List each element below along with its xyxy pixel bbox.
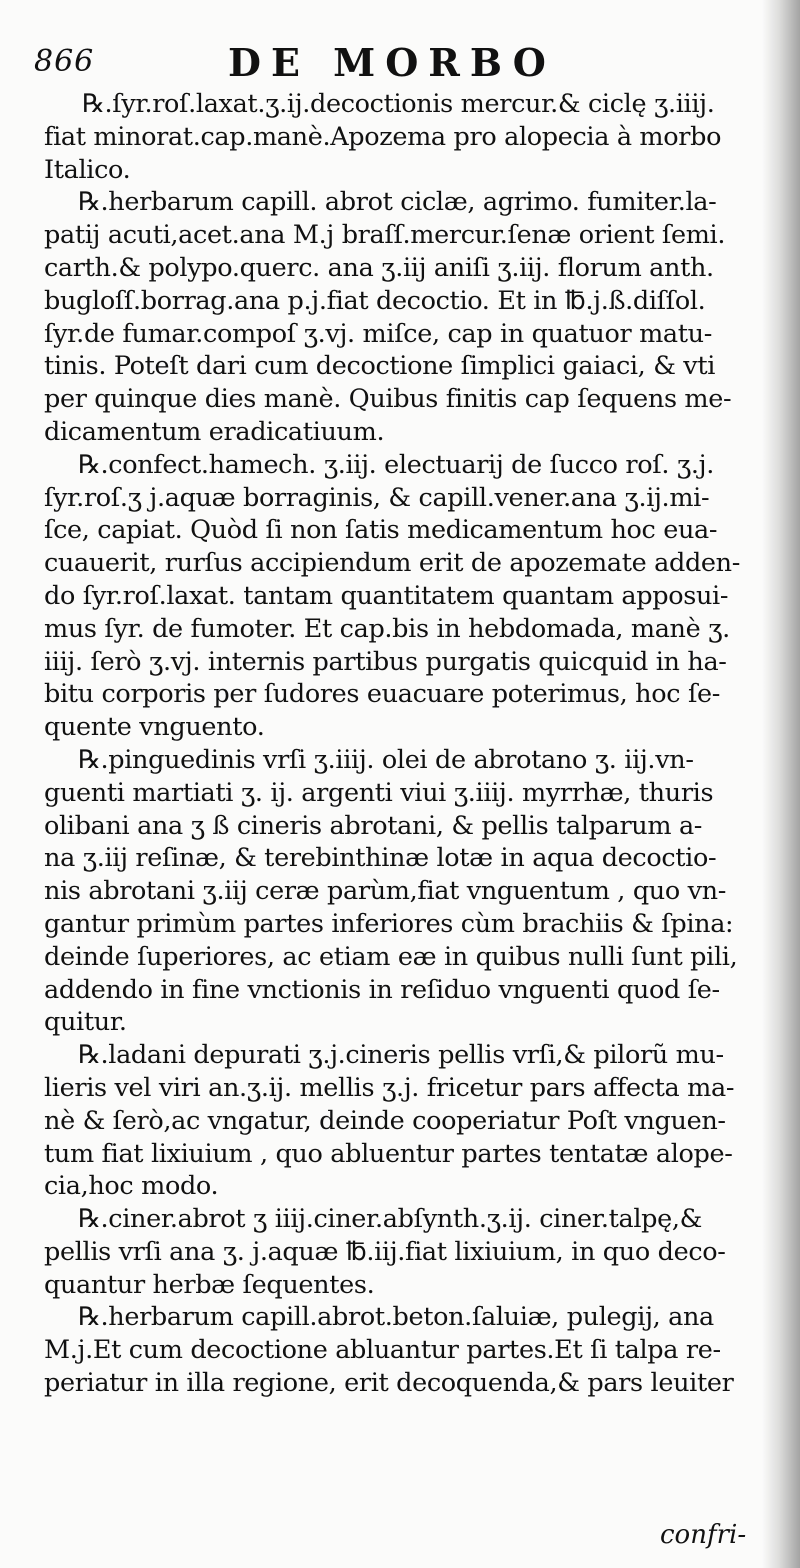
running-head: DE MORBO [228,40,556,85]
text-line: ſyr.de fumar.compoſ ʒ.vj. miſce, cap in quatuor matu- [44,318,712,349]
text-line: lieris vel viri an.ʒ.ij. mellis ʒ.j. fricetur pars affecta ma- [44,1072,735,1103]
text-line: ſce, capiat. Quòd ſi non ſatis medicamentum hoc eua- [44,515,718,546]
text-line: ℞.herbarum capill. abrot ciclæ, agrimo. fumiter.la- [78,187,717,218]
text-line: carth.& polypo.querc. ana ʒ.iij aniſi ʒ.iij. florum anth. [44,252,714,283]
text-line: dicamentum eradicatiuum. [44,416,385,447]
text-line: quente vnguento. [44,712,265,743]
text-line: ℞.ciner.abrot ʒ iiij.ciner.abſynth.ʒ.ij. ciner.talpę,& [78,1204,702,1235]
text-line: tinis. Poteſt dari cum decoctione ſimplici gaiaci, & vti [44,351,716,382]
text-line: gantur primùm partes inferiores cùm brachiis & ſpina: [44,908,734,939]
text-line: tum fiat lixiuium , quo abluentur partes tentatæ alope- [44,1138,733,1169]
text-line: cia,hoc modo. [44,1171,219,1202]
text-line: mus ſyr. de fumoter. Et cap.bis in hebdomada, manè ʒ. [44,613,730,644]
text-line: ſyr.roſ.ʒ j.aquæ borraginis, & capill.vener.ana ʒ.ij.mi- [44,482,710,513]
text-line: deinde ſuperiores, ac etiam eæ in quibus nulli ſunt pili, [44,941,738,972]
text-line: nè & ſerò,ac vngatur, deinde cooperiatur Poſt vnguen- [44,1105,726,1136]
text-line: quitur. [44,1007,127,1038]
text-line: ℞.herbarum capill.abrot.beton.ſaluiæ, pulegij, ana [78,1302,714,1333]
text-line: ℞.ſyr.roſ.laxat.ʒ.ij.decoctionis mercur.& ciclę ʒ.iiij. [82,89,715,119]
text-line: ℞.confect.hamech. ʒ.iij. electuarij de ſucco roſ. ʒ.j. [78,449,714,480]
text-line: olibani ana ʒ ß cineris abrotani, & pellis talparum a- [44,810,703,841]
text-line: bitu corporis per ſudores euacuare poterimus, hoc ſe- [44,679,721,710]
page-binding-shadow [762,0,800,1568]
text-line: cuauerit, rurſus accipiendum erit de apozemate adden- [44,548,740,579]
text-line: ℞.pinguedinis vrſi ʒ.iiij. olei de abrotano ʒ. iij.vn- [78,744,694,775]
text-line: ℞.ladani depurati ʒ.j.cineris pellis vrſi,& pilorũ mu- [78,1040,724,1071]
text-line: bugloſſ.borrag.ana p.j.fiat decoctio. Et in ℔.j.ß.diſſol. [44,285,706,316]
page-header [34,38,754,86]
text-line: periatur in illa regione, erit decoquenda,& pars leuiter [44,1368,734,1399]
page-number: 866 [34,44,95,79]
text-line: patij acuti,acet.ana M.j braſſ.mercur.ſenæ orient ſemi. [44,220,726,251]
text-line: Italico. [44,154,131,185]
body-text [44,88,749,1400]
catchword: confri- [660,1520,747,1550]
text-line: quantur herbæ ſequentes. [44,1269,375,1300]
text-line: iiij. ſerò ʒ.vj. internis partibus purgatis quicquid in ha- [44,646,727,677]
text-line: na ʒ.iij reſinæ, & terebinthinæ lotæ in aqua decoctio- [44,843,717,874]
text-line: pellis vrſi ana ʒ. j.aquæ ℔.iij.fiat lixiuium, in quo deco- [44,1236,726,1267]
text-line: per quinque dies manè. Quibus finitis cap ſequens me- [44,384,732,415]
text-line: nis abrotani ʒ.iij ceræ parùm,fiat vnguentum , quo vn- [44,876,727,907]
text-line: M.j.Et cum decoctione abluantur partes.Et ſi talpa re- [44,1335,721,1366]
text-line: fiat minorat.cap.manè.Apozema pro alopecia à morbo [44,121,722,152]
text-line: guenti martiati ʒ. ij. argenti viui ʒ.iiij. myrrhæ, thuris [44,777,714,808]
text-line: addendo in fine vnctionis in reſiduo vnguenti quod ſe- [44,974,720,1005]
text-line: do ſyr.roſ.laxat. tantam quantitatem quantam apposui- [44,580,729,611]
